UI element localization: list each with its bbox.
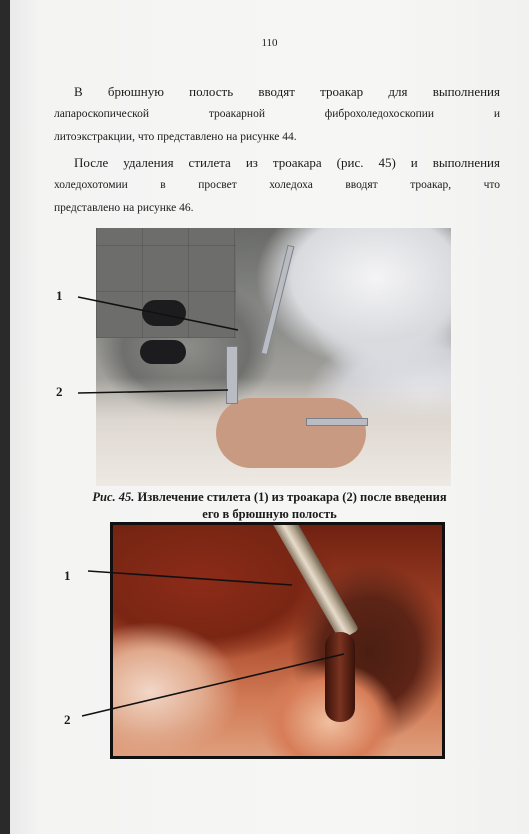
abdomen xyxy=(216,398,366,468)
trocar xyxy=(226,346,238,404)
figure-46-photo xyxy=(110,522,445,759)
paragraph-1 xyxy=(54,80,500,149)
figure-45-caption-line-2: его в брюшную полость xyxy=(202,507,337,521)
paragraph-line: В брюшную полость вводят троакар для выполнения xyxy=(74,84,500,99)
paragraph-line: литоэкстракции, что представлено на рисунке 44. xyxy=(54,131,297,143)
figure-45-caption xyxy=(10,489,529,523)
figure-45-caption-prefix: Рис. 45. xyxy=(92,490,135,504)
page-number: 110 xyxy=(261,37,278,49)
photo-frame xyxy=(110,522,445,759)
paragraph-line: лапароскопической троакарной фиброхоледохоскопии и xyxy=(54,108,500,120)
figure-46-label-1: 1 xyxy=(64,568,71,583)
figure-45-label-1: 1 xyxy=(56,288,63,303)
surgeon-gown xyxy=(226,228,451,368)
chair-back xyxy=(142,300,186,326)
paragraph-line: После удаления стилета из троакара (рис. 45) и выполнения xyxy=(74,155,500,170)
paragraph-line: представлено на рисунке 46. xyxy=(54,202,194,214)
figure-45-caption-line-1: Извлечение стилета (1) из троакара (2) после введения xyxy=(137,490,447,504)
figure-45-label-2: 2 xyxy=(56,384,63,399)
figure-46-label-2: 2 xyxy=(64,712,71,727)
book-page xyxy=(10,0,529,834)
figure-45-photo xyxy=(96,228,451,486)
instrument xyxy=(306,418,368,426)
paragraph-line: холедохотомии в просвет холедоха вводят троакар, что xyxy=(54,179,500,191)
paragraph-2 xyxy=(54,151,500,220)
chair-seat xyxy=(140,340,186,364)
